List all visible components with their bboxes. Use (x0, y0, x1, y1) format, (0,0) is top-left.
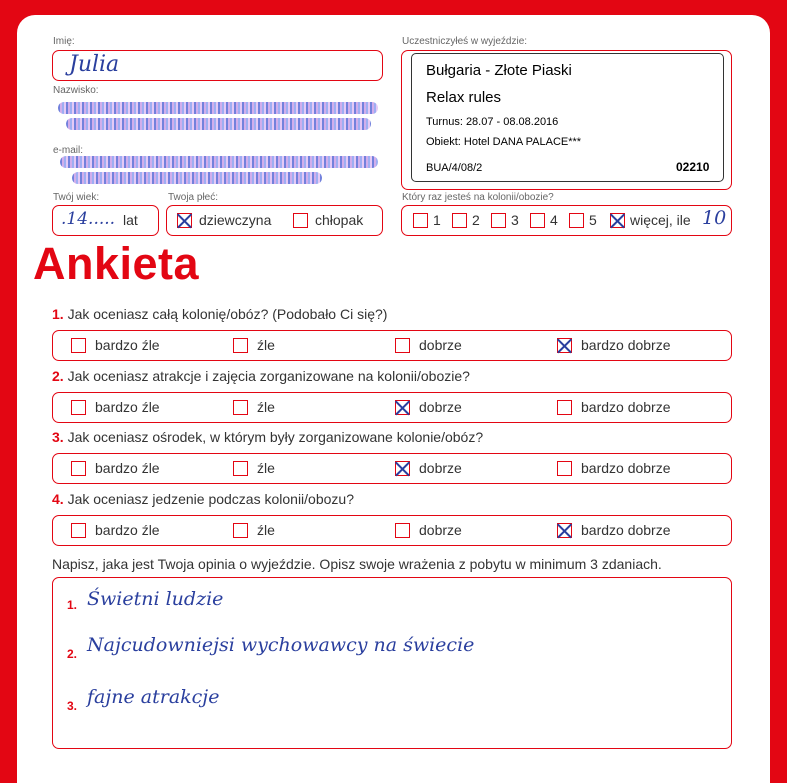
opinion-num-2: 2. (67, 647, 78, 661)
rating-option-label: bardzo dobrze (581, 522, 671, 538)
times-option-3: 3 (511, 212, 519, 228)
question-text: Jak oceniasz całą kolonię/obóz? (Podobało Ci się?) (67, 306, 388, 322)
rating-checkbox[interactable] (71, 400, 86, 415)
age-unit: lat (123, 212, 138, 228)
question-text: Jak oceniasz atrakcje i zajęcia zorganizowane na kolonii/obozie? (67, 368, 470, 384)
trip-inner-frame (411, 53, 724, 182)
rating-checkbox[interactable] (233, 461, 248, 476)
opinion-num-1: 1. (67, 598, 78, 612)
times-checkbox-4[interactable] (530, 213, 545, 228)
question-number: 1. (52, 306, 64, 322)
rating-checkbox[interactable] (395, 400, 410, 415)
gender-option-girl: dziewczyna (199, 212, 272, 228)
rating-option-label: źle (257, 399, 275, 415)
rating-option-label: dobrze (419, 522, 462, 538)
rating-option-label: bardzo dobrze (581, 399, 671, 415)
times-checkbox-5[interactable] (569, 213, 584, 228)
times-field (401, 205, 732, 236)
surname-label: Nazwisko: (53, 85, 99, 96)
trip-turnus: Turnus: 28.07 - 08.08.2016 (426, 116, 559, 128)
rating-checkbox[interactable] (233, 338, 248, 353)
question-number: 3. (52, 429, 64, 445)
rating-row-4 (52, 515, 732, 546)
times-option-more: więcej, ile (630, 212, 691, 228)
times-checkbox-1[interactable] (413, 213, 428, 228)
survey-title: Ankieta (33, 238, 200, 289)
trip-destination: Bułgaria - Złote Piaski (426, 62, 572, 79)
name-label: Imię: (53, 36, 75, 47)
question-2 (52, 368, 470, 384)
redaction-scribble (60, 156, 378, 168)
times-checkbox-3[interactable] (491, 213, 506, 228)
redaction-scribble (58, 102, 378, 114)
rating-row-3 (52, 453, 732, 484)
email-field-redacted (52, 150, 383, 192)
rating-option-label: bardzo dobrze (581, 460, 671, 476)
gender-field (166, 205, 383, 236)
opinion-answer-1: Świetni ludzie (87, 588, 224, 610)
question-3 (52, 429, 483, 445)
trip-obiekt: Obiekt: Hotel DANA PALACE*** (426, 136, 582, 148)
times-checkbox-more[interactable] (610, 213, 625, 228)
question-4 (52, 491, 354, 507)
rating-option-label: źle (257, 522, 275, 538)
trip-box (401, 50, 732, 190)
email-label: e-mail: (53, 145, 84, 156)
gender-checkbox-girl[interactable] (177, 213, 192, 228)
age-value: .14..... (61, 209, 116, 229)
rating-option-label: bardzo źle (95, 399, 160, 415)
surname-field-redacted (52, 98, 383, 146)
trip-number: 02210 (676, 160, 710, 174)
trip-label: Uczestniczyłeś w wyjeździe: (402, 36, 528, 47)
question-text: Jak oceniasz jedzenie podczas kolonii/obozu? (67, 491, 354, 507)
rating-checkbox[interactable] (233, 400, 248, 415)
rating-option-label: źle (257, 460, 275, 476)
times-option-4: 4 (550, 212, 558, 228)
rating-option-label: bardzo źle (95, 337, 160, 353)
rating-row-1 (52, 330, 732, 361)
question-number: 4. (52, 491, 64, 507)
redaction-scribble (72, 172, 322, 184)
rating-checkbox[interactable] (557, 400, 572, 415)
rating-option-label: bardzo dobrze (581, 337, 671, 353)
rating-option-label: dobrze (419, 460, 462, 476)
rating-row-2 (52, 392, 732, 423)
times-value: 10 (702, 207, 727, 229)
rating-checkbox[interactable] (557, 461, 572, 476)
rating-checkbox[interactable] (395, 461, 410, 476)
gender-option-boy: chłopak (315, 212, 364, 228)
question-number: 2. (52, 368, 64, 384)
rating-checkbox[interactable] (233, 523, 248, 538)
gender-checkbox-boy[interactable] (293, 213, 308, 228)
rating-option-label: bardzo źle (95, 522, 160, 538)
name-field[interactable] (52, 50, 383, 81)
rating-checkbox[interactable] (71, 523, 86, 538)
times-option-1: 1 (433, 212, 441, 228)
times-option-2: 2 (472, 212, 480, 228)
rating-option-label: źle (257, 337, 275, 353)
question-text: Jak oceniasz ośrodek, w którym były zorganizowane kolonie/obóz? (67, 429, 484, 445)
name-value: Julia (69, 52, 120, 77)
opinion-num-3: 3. (67, 699, 78, 713)
rating-checkbox[interactable] (395, 338, 410, 353)
age-label: Twój wiek: (53, 192, 100, 203)
rating-checkbox[interactable] (557, 523, 572, 538)
times-label: Który raz jesteś na kolonii/obozie? (402, 192, 554, 203)
redaction-scribble (66, 118, 371, 130)
times-option-5: 5 (589, 212, 597, 228)
rating-option-label: bardzo źle (95, 460, 160, 476)
rating-checkbox[interactable] (557, 338, 572, 353)
age-field[interactable] (52, 205, 159, 236)
rating-checkbox[interactable] (395, 523, 410, 538)
trip-code: BUA/4/08/2 (426, 162, 483, 174)
opinion-answer-2: Najcudowniejsi wychowawcy na świecie (87, 634, 475, 656)
opinion-answer-3: fajne atrakcje (87, 686, 220, 708)
opinion-prompt: Napisz, jaka jest Twoja opinia o wyjeździe. Opisz swoje wrażenia z pobytu w minimum 3 zdaniach. (52, 556, 662, 572)
gender-label: Twoja płeć: (168, 192, 219, 203)
times-checkbox-2[interactable] (452, 213, 467, 228)
rating-option-label: dobrze (419, 399, 462, 415)
trip-program: Relax rules (426, 89, 502, 106)
question-1 (52, 306, 387, 322)
rating-option-label: dobrze (419, 337, 462, 353)
opinion-box[interactable] (52, 577, 732, 749)
rating-checkbox[interactable] (71, 461, 86, 476)
rating-checkbox[interactable] (71, 338, 86, 353)
